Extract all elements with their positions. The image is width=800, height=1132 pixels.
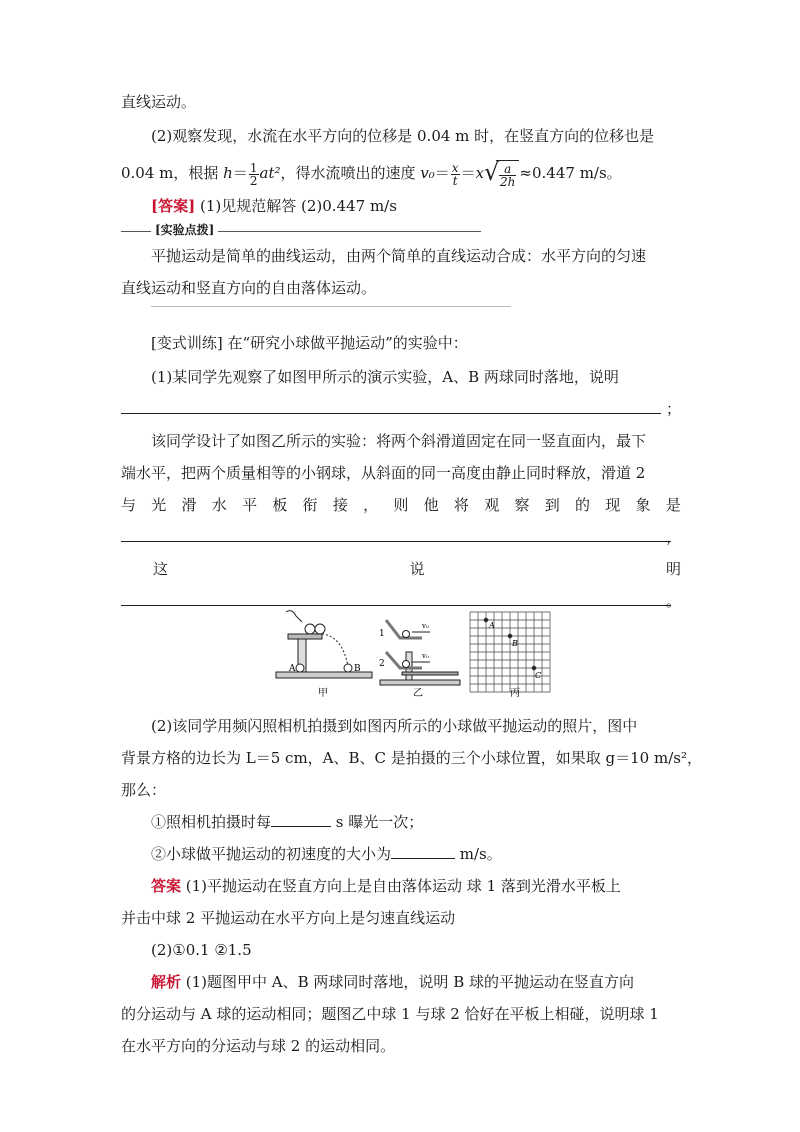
grid-label-a: A xyxy=(489,621,495,630)
formula-at2: at² xyxy=(259,164,281,182)
char: 接 xyxy=(332,496,348,514)
exercise-q2-ii xyxy=(121,844,681,864)
analysis-line-3: 在水平方向的分运动与球 2 的运动相同。 xyxy=(121,1037,396,1055)
char: 是 xyxy=(665,496,681,514)
blank-underline xyxy=(121,527,671,542)
figure-label-yi: 乙 xyxy=(413,688,423,699)
exercise-q2-i xyxy=(121,812,681,832)
fraction-num: x xyxy=(451,160,459,175)
answer-line-2: 并击中球 2 平抛运动在水平方向上是匀速直线运动 xyxy=(121,909,456,927)
document-page xyxy=(121,92,681,611)
char: 滑 xyxy=(181,496,197,514)
tip-heading xyxy=(121,222,681,240)
formula-text-mid: ，得水流喷出的速度 xyxy=(280,164,421,182)
q2-ii-end: m/s。 xyxy=(455,845,502,863)
exercise-q2-line2: 背景方格的边长为 L＝5 cm，A、B、C 是拍摄的三个小球位置，如果取 g＝10 m/s²， xyxy=(121,749,702,767)
q2-i-text: ①照相机拍摄时每 xyxy=(151,813,272,831)
exercise-q2-line3: 那么： xyxy=(121,781,167,799)
tip-line1: 平抛运动是简单的曲线运动，由两个简单的直线运动合成：水平方向的匀速 xyxy=(151,247,647,265)
char: 水 xyxy=(211,496,227,514)
blank-underline xyxy=(121,399,661,414)
analysis-tag: 解析 xyxy=(151,973,182,991)
analysis-text-1: (1)题图甲中 A、B 两球同时落地，说明 B 球的平抛运动在竖直方向 xyxy=(181,973,634,991)
yi-label-1: 1 xyxy=(379,629,385,639)
fraction-num: a xyxy=(499,163,516,176)
char: 这 xyxy=(153,560,169,578)
jia-platform xyxy=(288,634,322,639)
q2-ii-text: ②小球做平抛运动的初速度的大小为 xyxy=(151,845,392,863)
answer-tag: [答案] xyxy=(151,197,196,215)
fraction-den: t xyxy=(452,173,458,188)
formula-eq3: ＝ xyxy=(460,164,476,182)
document-page-lower xyxy=(121,716,702,1056)
jia-ball-top2 xyxy=(315,624,325,634)
char: 的 xyxy=(574,496,590,514)
answer-line-1 xyxy=(121,876,681,896)
char: 他 xyxy=(423,496,439,514)
formula-eq: ＝ xyxy=(232,164,248,182)
exercise-this-line xyxy=(121,559,681,579)
yi-ball-1 xyxy=(403,631,410,638)
formula-x: x xyxy=(475,164,485,182)
jia-label-a: A xyxy=(289,664,296,674)
exercise-q1: (1)某同学先观察了如图甲所示的演示实验，A、B 两球同时落地，说明 xyxy=(151,368,619,386)
blank-end-mark: ； xyxy=(665,400,681,418)
fraction-den: 2h xyxy=(500,174,516,189)
yi-label-v0-2: v₀ xyxy=(422,652,429,660)
grid-label-c: C xyxy=(535,671,542,680)
fraction-half xyxy=(249,162,259,187)
char: 现 xyxy=(605,496,621,514)
fraction-a-over-2h xyxy=(499,163,516,188)
q2-i-end: s 曝光一次； xyxy=(331,813,424,831)
tip-heading-label: [实验点拨] xyxy=(151,223,218,237)
exercise-p2-line2: 端水平，把两个质量相等的小钢球，从斜面的同一高度由静止同时释放，滑道 2 xyxy=(121,464,646,482)
jia-trajectory xyxy=(322,634,348,666)
figure-yi xyxy=(380,620,460,685)
analysis-line-1 xyxy=(121,972,681,992)
formula-v0: v₀ xyxy=(420,164,435,182)
formula-text-pre: 0.04 m，根据 xyxy=(121,164,224,182)
formula-h: h xyxy=(223,164,233,182)
char: 与 xyxy=(121,496,137,514)
solution-part2-line1: (2)观察发现，水流在水平方向的位移是 0.04 m 时，在竖直方向的位移也是 xyxy=(151,127,655,145)
experiment-figures xyxy=(272,606,552,702)
char: 明 xyxy=(665,560,681,578)
char: 衔 xyxy=(302,496,318,514)
char: 板 xyxy=(272,496,288,514)
yi-smooth-board xyxy=(402,672,458,675)
tip-bottom-rule xyxy=(151,306,511,307)
formula-eq2: ＝ xyxy=(434,164,450,182)
exercise-p2-line3 xyxy=(121,495,681,515)
answer-text: (1)见规范解答 (2)0.447 m/s xyxy=(195,197,397,215)
jia-label-b: B xyxy=(354,664,361,674)
char: 观 xyxy=(484,496,500,514)
solution-line: 直线运动。 xyxy=(121,93,197,111)
sqrt-expression xyxy=(484,160,519,188)
char: 察 xyxy=(514,496,530,514)
figure-label-jia: 甲 xyxy=(318,688,328,699)
jia-ball-a xyxy=(296,664,304,672)
char: 则 xyxy=(393,496,409,514)
blank-end-mark: 。 xyxy=(665,592,681,610)
formula-result: ≈0.447 m/s。 xyxy=(519,164,622,182)
grid-ball-position xyxy=(484,618,488,622)
yi-label-2: 2 xyxy=(379,659,385,669)
jia-ball-b xyxy=(344,664,352,672)
char: 光 xyxy=(151,496,167,514)
yi-base xyxy=(380,680,460,685)
char: 平 xyxy=(242,496,258,514)
answer-line-top xyxy=(121,196,681,216)
exercise-p2-line1: 该同学设计了如图乙所示的实验：将两个斜滑道固定在同一竖直面内，最下 xyxy=(151,432,647,450)
fraction-num: 1 xyxy=(249,160,258,175)
figure-label-bing: 丙 xyxy=(510,688,520,699)
fraction-den: 2 xyxy=(249,173,258,188)
blank-end-mark: ， xyxy=(665,528,681,546)
answer-tag-2: 答案 xyxy=(151,877,182,895)
answer-blank-line-1 xyxy=(121,399,681,419)
char: 将 xyxy=(453,496,469,514)
exercise-q2-line1: (2)该同学用频闪照相机拍摄到如图丙所示的小球做平抛运动的照片，图中 xyxy=(151,717,638,735)
char: 象 xyxy=(635,496,651,514)
fraction-x-over-t xyxy=(451,162,460,187)
solution-part2-formula-line xyxy=(121,158,681,189)
answer-line-3: (2)①0.1 ②1.5 xyxy=(151,941,252,959)
grid-ball-position xyxy=(532,666,536,670)
grid-label-b: B xyxy=(512,639,518,648)
analysis-line-2: 的分运动与 A 球的运动相同；题图乙中球 1 与球 2 恰好在平板上相碰，说明球 1 xyxy=(121,1005,659,1023)
char: 到 xyxy=(544,496,560,514)
answer-text-1: (1)平抛运动在竖直方向上是自由落体运动 球 1 落到光滑水平板上 xyxy=(181,877,621,895)
char: 说 xyxy=(409,560,425,578)
grid-ball-position xyxy=(508,634,512,638)
yi-ball-2 xyxy=(403,661,410,668)
tip-line2: 直线运动和竖直方向的自由落体运动。 xyxy=(121,279,377,297)
exercise-title: [变式训练] 在“研究小球做平抛运动”的实验中： xyxy=(151,334,468,352)
q2-i-blank xyxy=(271,812,331,827)
char: ， xyxy=(363,496,379,514)
answer-blank-line-2 xyxy=(121,527,681,547)
jia-ball-top xyxy=(305,624,315,634)
yi-label-v0-1: v₀ xyxy=(422,622,429,630)
sqrt-body xyxy=(496,160,519,188)
figure-bing-grid xyxy=(470,612,550,692)
jia-hammer xyxy=(286,611,302,622)
q2-ii-blank xyxy=(391,844,455,859)
sqrt-sign: √ xyxy=(484,158,500,187)
blank-underline xyxy=(121,591,671,606)
